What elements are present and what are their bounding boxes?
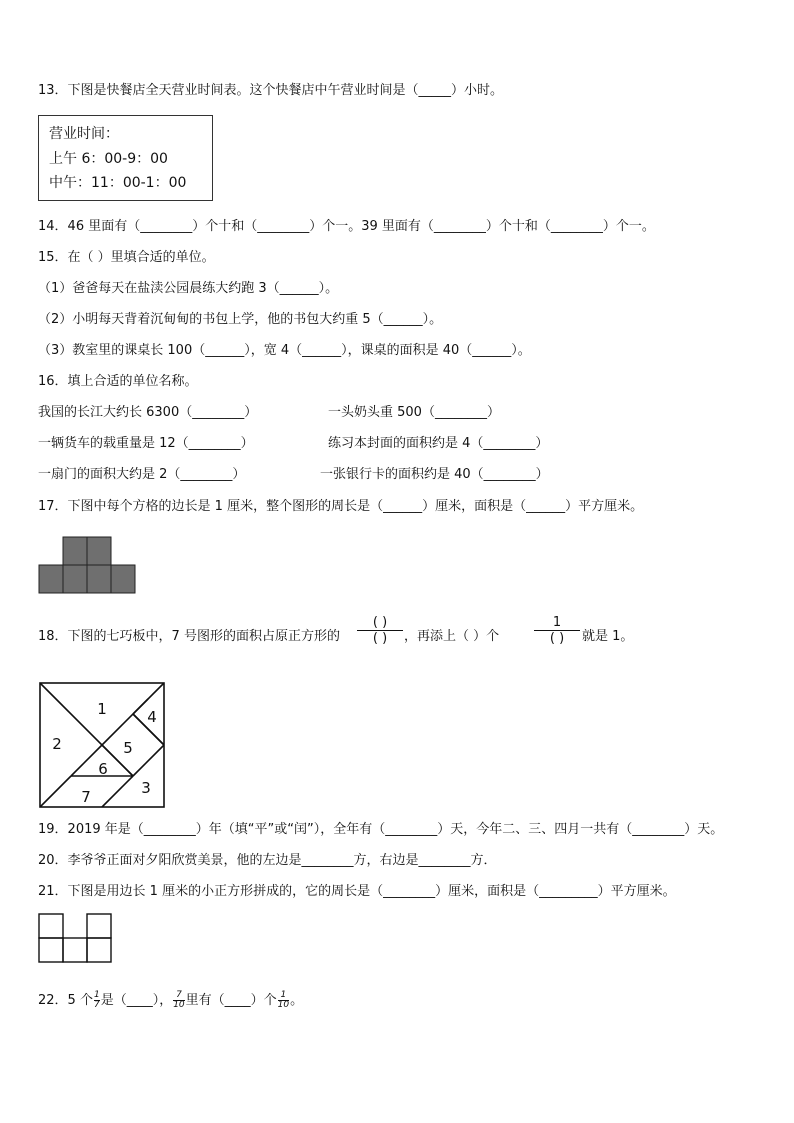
- grid-shape-figure: [38, 536, 140, 594]
- frac1-numerator: 1: [93, 990, 100, 1000]
- tangram-label-2: 2: [52, 735, 62, 753]
- frac3-denominator: 10: [277, 1000, 290, 1010]
- frac1-denominator: 7: [93, 1000, 100, 1010]
- question-13: 13．下图是快餐店全天营业时间表。这个快餐店中午营业时间是（_____）小时。: [38, 83, 504, 98]
- question-14: 14．46 里面有（________）个十和（________）个一。39 里面有（________）个十和（________）个一。: [38, 219, 655, 234]
- question-22-part-3: 里有（____）个: [185, 993, 277, 1008]
- question-16-e: 一扇门的面积大约是 2（________）: [38, 467, 246, 482]
- question-22-part-2: 是（____），: [100, 993, 173, 1008]
- frac3-numerator: 1: [280, 990, 287, 1000]
- tangram-label-1: 1: [97, 700, 107, 718]
- unit-fraction-denominator: ( ): [549, 631, 565, 646]
- question-18-prefix: 18．下图的七巧板中，7 号图形的面积占原正方形的: [38, 629, 340, 644]
- fraction-numerator: ( ): [372, 615, 388, 630]
- question-16-f: 一张银行卡的面积约是 40（________）: [320, 467, 549, 482]
- unit-fraction-numerator: 1: [552, 615, 562, 630]
- morning-hours: 上午 6：00-9：00: [49, 151, 168, 167]
- small-squares-figure: [38, 913, 112, 963]
- question-22-part-4: 。: [290, 993, 304, 1008]
- question-16-title: 16．填上合适的单位名称。: [38, 374, 198, 389]
- frac2-numerator: 7: [176, 990, 182, 1000]
- tangram-label-4: 4: [147, 708, 157, 726]
- question-18-middle: ，再添上（ ）个: [404, 629, 500, 644]
- fraction-one-tenth: [278, 991, 289, 1010]
- question-22-part-1: 22．5 个: [38, 993, 93, 1008]
- frac2-denominator: 10: [173, 1000, 185, 1010]
- question-17: 17．下图中每个方格的边长是 1 厘米，整个图形的周长是（______）厘米，面积是（______）平方厘米。: [38, 499, 644, 514]
- question-20: 20．李爷爷正面对夕阳欣赏美景，他的左边是________方，右边是________方．: [38, 853, 497, 868]
- question-15-item-2: （2）小明每天背着沉甸甸的书包上学，他的书包大约重 5（______）。: [38, 312, 443, 327]
- question-18-suffix: 就是 1。: [582, 629, 634, 644]
- unit-fraction: [534, 615, 580, 646]
- question-15-item-1: （1）爸爸每天在盐渎公园晨练大约跑 3（______）。: [38, 281, 339, 296]
- question-15-item-3: （3）教室里的课桌长 100（______），宽 4（______），课桌的面积是 40（______）。: [38, 343, 531, 358]
- tangram-label-5: 5: [123, 739, 133, 757]
- question-16-c: 一辆货车的载重量是 12（________）: [38, 436, 254, 451]
- business-hours-table: [38, 115, 213, 201]
- question-21: 21．下图是用边长 1 厘米的小正方形拼成的，它的周长是（________）厘米，面积是（_________）平方厘米。: [38, 884, 676, 899]
- question-15-title: 15．在（ ）里填合适的单位。: [38, 250, 215, 265]
- tangram-label-3: 3: [141, 779, 151, 797]
- fraction-denominator: ( ): [372, 631, 388, 646]
- fraction-one-seventh: [94, 991, 100, 1010]
- tangram-label-7: 7: [81, 788, 91, 806]
- question-16-a: 我国的长江大约长 6300（________）: [38, 405, 258, 420]
- question-22: [38, 991, 303, 1010]
- tangram-label-6: 6: [98, 760, 108, 778]
- noon-hours: 中午：11：00-1：00: [49, 175, 187, 191]
- question-16-d: 练习本封面的面积约是 4（________）: [328, 436, 549, 451]
- answer-fraction: [357, 615, 403, 646]
- tangram-figure: [38, 681, 168, 811]
- hours-title: 营业时间：: [49, 126, 119, 142]
- question-19: 19．2019 年是（________）年（填“平”或“闰”），全年有（________）天，今年二、三、四月一共有（________）天。: [38, 822, 724, 837]
- question-16-b: 一头奶头重 500（________）: [328, 405, 500, 420]
- fraction-seven-tenths: [173, 991, 184, 1010]
